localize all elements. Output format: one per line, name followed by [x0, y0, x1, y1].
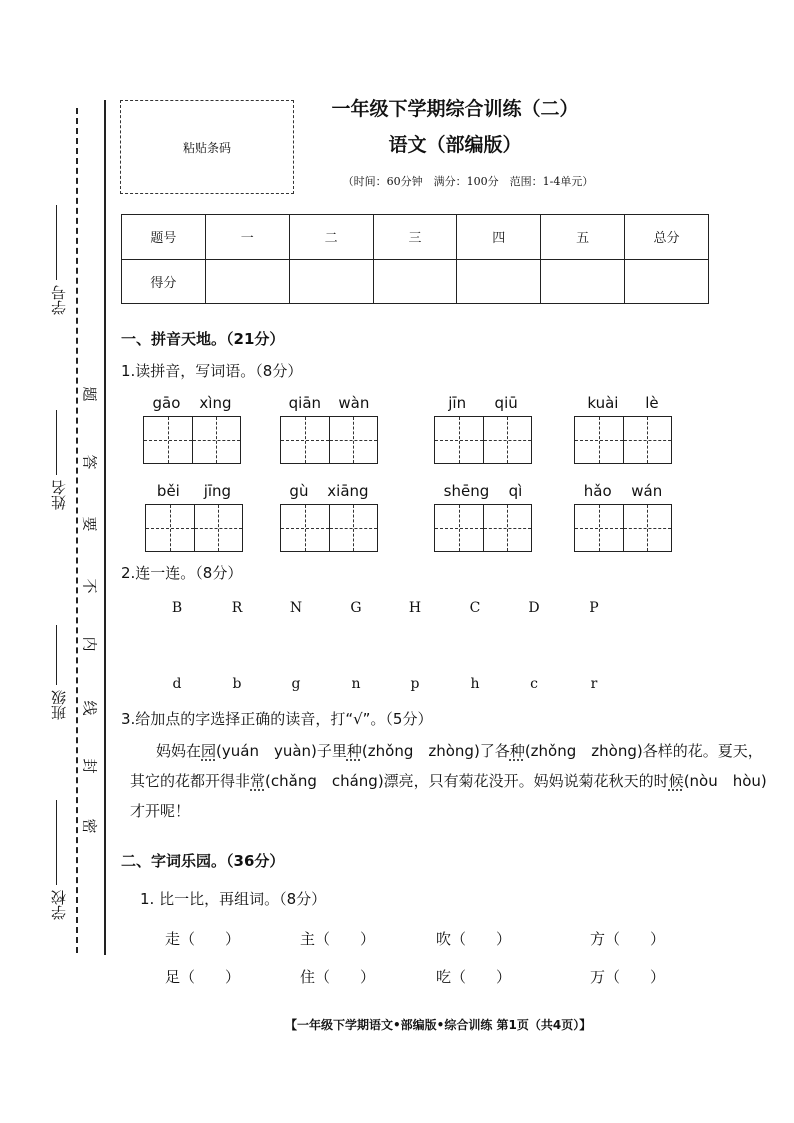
pinyin: kuài [587, 394, 619, 412]
pinyin-word [145, 482, 243, 552]
writing-grid[interactable] [574, 504, 672, 552]
pinyin: qiān [288, 394, 322, 412]
pinyin: gāo [152, 394, 181, 412]
pinyin: lè [645, 394, 659, 412]
pinyin-word [574, 482, 672, 552]
student-id-field[interactable] [56, 205, 57, 280]
pinyin-choice[interactable]: (yuán yuàn)子里 [216, 742, 347, 760]
score-header-cell: 总分 [625, 215, 709, 260]
writing-grid[interactable] [434, 416, 532, 464]
exam-info: （时间：60分钟 满分：100分 范围：1-4单元） [342, 175, 594, 188]
score-cell[interactable] [373, 259, 457, 304]
seal-char: 封 [82, 756, 98, 775]
writing-grid[interactable] [143, 416, 241, 464]
section2-title: 二、字词乐园。（36分） [121, 852, 285, 870]
pinyin: hǎo [583, 482, 612, 500]
binding-dashed-line [76, 108, 78, 953]
pinyin: qiū [494, 394, 518, 412]
seal-char: 内 [82, 634, 98, 653]
pinyin: jīn [448, 394, 467, 412]
name-field[interactable] [56, 410, 57, 475]
class-label: 班级 [50, 690, 68, 720]
pinyin: jīng [203, 482, 232, 500]
score-cell[interactable] [625, 259, 709, 304]
score-header-cell: 二 [289, 215, 373, 260]
barcode-box [120, 100, 294, 194]
compare-item[interactable]: 吃（ ） [436, 968, 512, 986]
pinyin: gù [289, 482, 309, 500]
barcode-label: 粘贴条码 [182, 140, 231, 155]
school-label: 学校 [50, 890, 68, 920]
seal-char: 不 [82, 576, 98, 595]
score-header-cell: 三 [373, 215, 457, 260]
pinyin-word [280, 482, 378, 552]
score-cell[interactable] [457, 259, 541, 304]
compare-item[interactable]: 走（ ） [165, 930, 241, 948]
score-row-label: 得分 [122, 259, 206, 304]
compare-item[interactable]: 住（ ） [300, 968, 376, 986]
score-header-cell: 一 [205, 215, 289, 260]
pinyin-choice[interactable]: (zhǒng zhòng)了各 [361, 742, 510, 760]
lower-letter[interactable]: d [172, 676, 182, 692]
pinyin-choice[interactable]: (zhǒng zhòng)各样的花。夏天，其它的花都开得非 [130, 742, 763, 790]
q2-title: 2.连一连。（8分） [121, 564, 243, 582]
q3-title: 3.给加点的字选择正确的读音，打“√”。（5分） [121, 710, 433, 728]
page-title: 一年级下学期综合训练（二） [331, 98, 579, 120]
pinyin: qì [508, 482, 523, 500]
q1-title: 1.读拼音，写词语。（8分） [121, 362, 303, 380]
writing-grid[interactable] [434, 504, 532, 552]
lower-letter[interactable]: b [232, 676, 242, 692]
writing-grid[interactable] [280, 504, 378, 552]
score-cell[interactable] [289, 259, 373, 304]
student-id-label: 学号 [50, 285, 68, 315]
lower-letter[interactable]: p [410, 676, 420, 692]
pinyin: běi [156, 482, 180, 500]
lower-letter[interactable]: r [590, 676, 598, 692]
upper-letter[interactable]: R [231, 600, 243, 616]
pinyin-choice[interactable]: (chǎng cháng)漂亮，只有菊花没开。妈妈说菊花秋天的时 [265, 772, 669, 790]
compare-item[interactable]: 主（ ） [300, 930, 376, 948]
seal-char: 答 [82, 452, 98, 471]
score-header-cell: 五 [541, 215, 625, 260]
writing-grid[interactable] [280, 416, 378, 464]
pinyin: shēng [443, 482, 490, 500]
class-field[interactable] [56, 625, 57, 685]
upper-letter[interactable]: C [469, 600, 481, 616]
dotted-char: 种 [346, 742, 362, 760]
upper-letter[interactable]: D [528, 600, 540, 616]
dotted-char: 种 [509, 742, 525, 760]
writing-grid[interactable] [574, 416, 672, 464]
pinyin: xiāng [327, 482, 369, 500]
seal-char: 线 [82, 698, 98, 717]
page-footer: 【一年级下学期语文•部编版•综合训练 第1页（共4页）】 [285, 1018, 592, 1032]
pinyin-word [574, 394, 672, 464]
score-header-row [122, 215, 709, 260]
pinyin-choice[interactable]: (nòu hòu)才开呢！ [130, 772, 767, 820]
dotted-char: 园 [201, 742, 217, 760]
upper-letter[interactable]: N [289, 600, 303, 616]
dotted-char: 常 [250, 772, 266, 790]
compare-item[interactable]: 足（ ） [165, 968, 241, 986]
score-cell[interactable] [205, 259, 289, 304]
binding-solid-line [104, 100, 106, 955]
name-label: 姓名 [50, 480, 68, 510]
reading-paragraph: 妈妈在园(yuán yuàn)子里种(zhǒng zhòng)了各种(zhǒng zhòng)各样的花。夏天，其它的花都开得非常(chǎng cháng)漂亮，只有菊花没开。妈妈说菊花秋天的时候(nòu hòu)才开呢！ [130, 742, 767, 820]
dotted-char: 候 [668, 772, 684, 790]
upper-letter[interactable]: G [350, 600, 362, 616]
lower-letter[interactable]: h [470, 676, 480, 692]
score-cell[interactable] [541, 259, 625, 304]
upper-letter[interactable]: H [408, 600, 422, 616]
pinyin: wàn [338, 394, 370, 412]
pinyin-word [280, 394, 378, 464]
score-table [121, 214, 709, 304]
lower-letter[interactable]: n [351, 676, 361, 692]
pinyin: wán [631, 482, 663, 500]
pinyin-word [143, 394, 241, 464]
score-header-cell: 题号 [122, 215, 206, 260]
seal-char: 题 [82, 384, 98, 403]
seal-char: 密 [82, 816, 98, 835]
school-field[interactable] [56, 800, 57, 885]
upper-letter[interactable]: P [589, 600, 599, 616]
s2-q1-title: 1. 比一比，再组词。（8分） [140, 890, 327, 908]
score-header-cell: 四 [457, 215, 541, 260]
compare-item[interactable]: 万（ ） [590, 968, 666, 986]
pinyin-word [434, 482, 532, 552]
section1-title: 一、拼音天地。（21分） [121, 330, 285, 348]
compare-item[interactable]: 吹（ ） [436, 930, 512, 948]
page-subtitle: 语文（部编版） [388, 134, 522, 156]
upper-letter[interactable]: B [171, 600, 183, 616]
pinyin: xìng [199, 394, 232, 412]
lower-letter[interactable]: c [530, 676, 538, 692]
compare-item[interactable]: 方（ ） [590, 930, 666, 948]
seal-char: 要 [82, 514, 98, 533]
writing-grid[interactable] [145, 504, 243, 552]
lower-letter[interactable]: g [291, 676, 301, 692]
pinyin-word [434, 394, 532, 464]
score-row [122, 259, 709, 304]
